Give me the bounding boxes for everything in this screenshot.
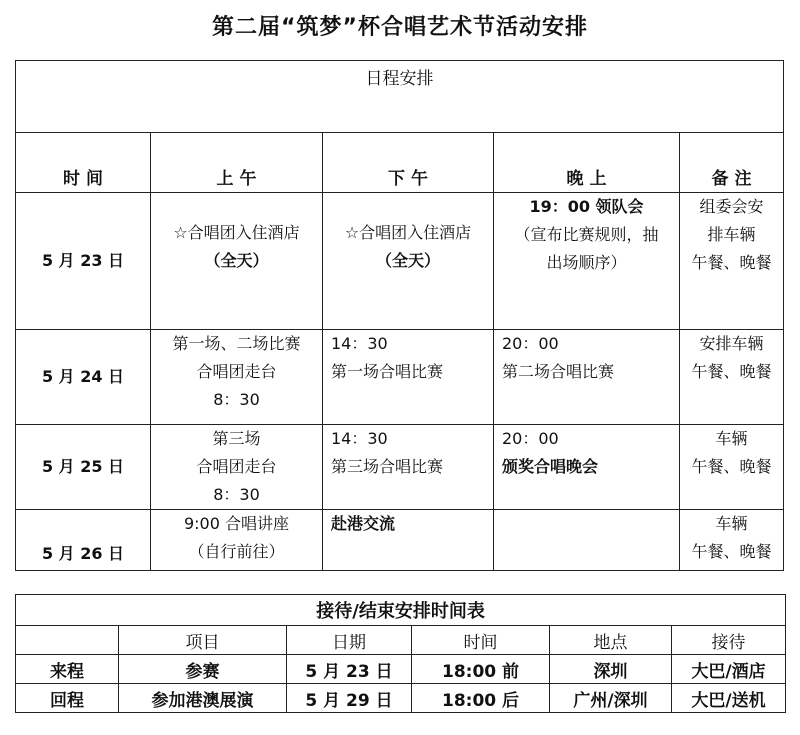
morning-line: （自行前往）: [188, 542, 285, 561]
evening-line: 20：00: [502, 334, 559, 353]
afternoon-line: 14：30: [331, 334, 388, 353]
morning-line: 合唱团走台: [196, 457, 277, 476]
evening-line: 19：00 领队会: [529, 197, 644, 216]
morning-cell: [151, 425, 323, 510]
reception-cell: 广州/深圳: [550, 684, 672, 713]
evening-cell: [494, 510, 680, 571]
schedule-table: [15, 60, 784, 571]
morning-line: （全天）: [204, 251, 269, 270]
reception-cell: 18:00 后: [412, 684, 550, 713]
reception-header: [16, 626, 119, 655]
afternoon-line: 第三场合唱比赛: [331, 457, 444, 476]
afternoon-line: （全天）: [375, 251, 440, 270]
note-cell: [680, 425, 784, 510]
reception-header-row: [16, 626, 786, 655]
evening-cell: [494, 193, 680, 330]
row-date: 5 月 25 日: [16, 425, 151, 510]
afternoon-cell: [323, 330, 494, 425]
morning-line: 9:00 合唱讲座: [183, 514, 290, 533]
morning-cell: [151, 193, 323, 330]
header-note: 备 注: [680, 133, 784, 193]
note-line: 组委会安: [699, 197, 764, 216]
header-afternoon: 下 午: [323, 133, 494, 193]
header-evening: 晚 上: [494, 133, 680, 193]
reception-cell: 18:00 前: [412, 655, 550, 684]
afternoon-line: 赴港交流: [331, 514, 396, 533]
schedule-row: [16, 510, 784, 571]
morning-cell: [151, 330, 323, 425]
reception-header: 日期: [287, 626, 412, 655]
evening-line: 出场顺序）: [546, 253, 627, 272]
evening-cell: [494, 425, 680, 510]
note-line: 午餐、晚餐: [691, 542, 772, 561]
morning-line: ☆合唱团入住酒店: [173, 223, 300, 242]
reception-header: 项目: [119, 626, 287, 655]
reception-cell: 参赛: [119, 655, 287, 684]
afternoon-line: 14：30: [331, 429, 388, 448]
schedule-row: [16, 330, 784, 425]
afternoon-line: ☆合唱团入住酒店: [344, 223, 472, 242]
morning-line: 8：30: [213, 485, 260, 504]
note-line: 午餐、晚餐: [691, 457, 772, 476]
row-date: 5 月 23 日: [16, 193, 151, 330]
morning-line: 第三场: [212, 429, 261, 448]
row-date: 5 月 26 日: [16, 510, 151, 571]
afternoon-cell: [323, 193, 494, 330]
note-cell: [680, 510, 784, 571]
note-line: 排车辆: [707, 225, 756, 244]
reception-caption: 接待/结束安排时间表: [16, 595, 786, 626]
reception-cell: 大巴/送机: [672, 684, 786, 713]
reception-row: [16, 684, 786, 713]
reception-cell: 深圳: [550, 655, 672, 684]
reception-cell: 来程: [16, 655, 119, 684]
note-line: 车辆: [715, 514, 748, 533]
reception-cell: 5 月 29 日: [287, 684, 412, 713]
note-line: 午餐、晚餐: [691, 253, 772, 272]
reception-header: 地点: [550, 626, 672, 655]
note-cell: [680, 330, 784, 425]
evening-line: 20：00: [502, 429, 559, 448]
reception-cell: 5 月 23 日: [287, 655, 412, 684]
evening-cell: [494, 330, 680, 425]
evening-line: 第二场合唱比赛: [502, 362, 615, 381]
header-time: 时 间: [16, 133, 151, 193]
reception-cell: 回程: [16, 684, 119, 713]
reception-table: [15, 594, 786, 713]
note-line: 午餐、晚餐: [691, 362, 772, 381]
schedule-row: [16, 193, 784, 330]
morning-line: 8：30: [213, 390, 260, 409]
afternoon-cell: [323, 425, 494, 510]
evening-line: 颁奖合唱晚会: [502, 457, 599, 476]
morning-line: 合唱团走台: [196, 362, 277, 381]
morning-line: 第一场、二场比赛: [172, 334, 301, 353]
reception-row: [16, 655, 786, 684]
reception-header: 接待: [672, 626, 786, 655]
reception-header: 时间: [412, 626, 550, 655]
schedule-row: [16, 425, 784, 510]
reception-cell: 大巴/酒店: [672, 655, 786, 684]
evening-line: （宣布比赛规则，抽: [514, 225, 659, 244]
note-cell: [680, 193, 784, 330]
page-title: 第二届“筑梦”杯合唱艺术节活动安排: [212, 15, 588, 40]
row-date: 5 月 24 日: [16, 330, 151, 425]
header-morning: 上 午: [151, 133, 323, 193]
morning-cell: [151, 510, 323, 571]
afternoon-line: 第一场合唱比赛: [331, 362, 444, 381]
schedule-header-row: [16, 133, 784, 193]
schedule-caption: 日程安排: [16, 61, 784, 133]
afternoon-cell: [323, 510, 494, 571]
reception-cell: 参加港澳展演: [119, 684, 287, 713]
note-line: 车辆: [715, 429, 748, 448]
note-line: 安排车辆: [699, 334, 764, 353]
